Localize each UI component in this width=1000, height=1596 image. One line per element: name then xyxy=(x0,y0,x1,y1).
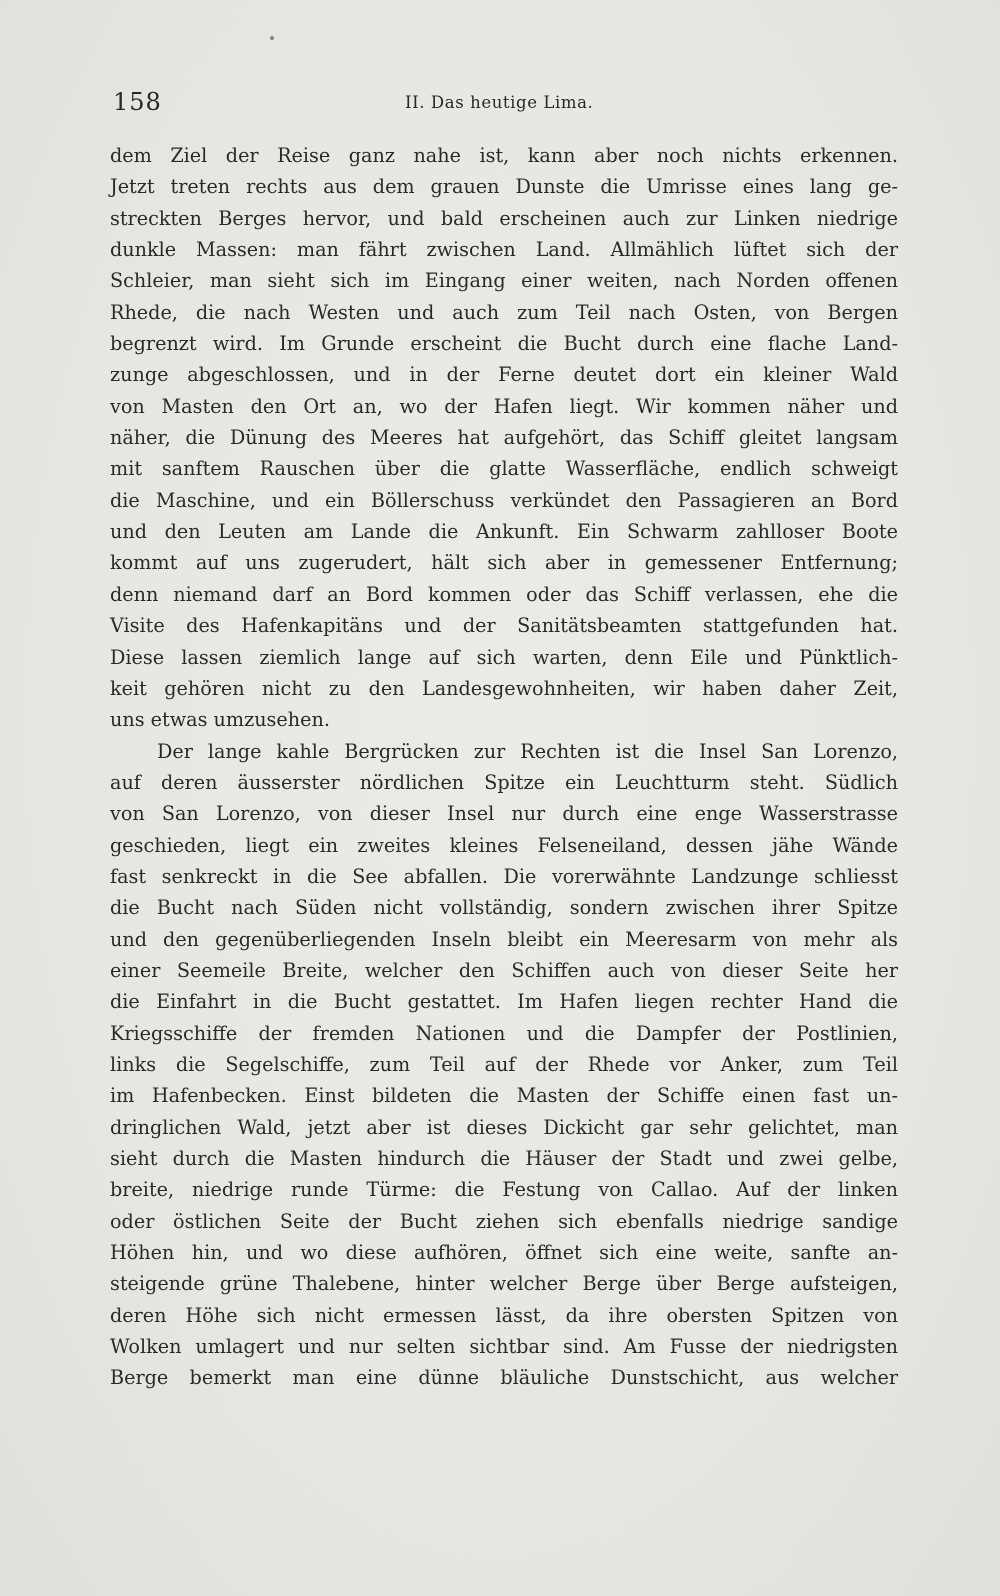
text-line: näher, die Dünung des Meeres hat aufgehört, das Schiff gleitet langsam xyxy=(110,426,898,450)
text-line: denn niemand darf an Bord kommen oder das Schiff verlassen, ehe die xyxy=(110,582,898,606)
text-line: dunkle Massen: man fährt zwischen Land. Allmählich lüftet sich der xyxy=(110,238,898,262)
text-line: Der lange kahle Bergrücken zur Rechten ist die Insel San Lorenzo, xyxy=(157,739,898,763)
ink-speck xyxy=(270,36,274,40)
text-line: die Bucht nach Süden nicht vollständig, sondern zwischen ihrer Spitze xyxy=(110,896,898,920)
body-text xyxy=(110,140,898,1394)
text-line: Diese lassen ziemlich lange auf sich warten, denn Eile und Pünktlich- xyxy=(110,645,898,669)
text-line: von San Lorenzo, von dieser Insel nur durch eine enge Wasserstrasse xyxy=(110,802,898,826)
text-line: Kriegsschiffe der fremden Nationen und die Dampfer der Postlinien, xyxy=(110,1021,898,1045)
paragraph-2 xyxy=(110,736,898,1394)
text-line: Wolken umlagert und nur selten sichtbar sind. Am Fusse der niedrigsten xyxy=(110,1335,898,1359)
text-line: uns etwas umzusehen. xyxy=(110,708,330,732)
text-line: steigende grüne Thalebene, hinter welcher Berge über Berge aufsteigen, xyxy=(110,1272,898,1296)
text-line: Rhede, die nach Westen und auch zum Teil nach Osten, von Bergen xyxy=(110,300,898,324)
text-line: Jetzt treten rechts aus dem grauen Dunste die Umrisse eines lang ge- xyxy=(110,175,898,199)
text-line: streckten Berges hervor, und bald erscheinen auch zur Linken niedrige xyxy=(110,206,898,230)
text-line: begrenzt wird. Im Grunde erscheint die Bucht durch eine flache Land- xyxy=(110,332,898,356)
text-line: Höhen hin, und wo diese aufhören, öffnet sich eine weite, sanfte an- xyxy=(110,1241,898,1265)
page-number: 158 xyxy=(113,88,162,116)
text-line: deren Höhe sich nicht ermessen lässt, da ihre obersten Spitzen von xyxy=(110,1303,898,1327)
text-line: fast senkreckt in die See abfallen. Die vorerwähnte Landzunge schliesst xyxy=(110,864,898,888)
text-line: und den Leuten am Lande die Ankunft. Ein Schwarm zahlloser Boote xyxy=(110,520,898,544)
text-line: mit sanftem Rauschen über die glatte Wasserfläche, endlich schweigt xyxy=(110,457,898,481)
text-line: Berge bemerkt man eine dünne bläuliche Dunstschicht, aus welcher xyxy=(110,1366,898,1390)
text-line: die Einfahrt in die Bucht gestattet. Im Hafen liegen rechter Hand die xyxy=(110,990,898,1014)
text-line: sieht durch die Masten hindurch die Häuser der Stadt und zwei gelbe, xyxy=(110,1147,898,1170)
text-line: oder östlichen Seite der Bucht ziehen sich ebenfalls niedrige sandige xyxy=(110,1209,898,1233)
text-line: und den gegenüberliegenden Inseln bleibt ein Meeresarm von mehr als xyxy=(110,927,898,951)
paragraph-1 xyxy=(110,140,898,736)
text-line: im Hafenbecken. Einst bildeten die Masten der Schiffe einen fast un- xyxy=(110,1084,898,1108)
running-head: II. Das heutige Lima. xyxy=(405,93,594,112)
text-line: einer Seemeile Breite, welcher den Schiffen auch von dieser Seite her xyxy=(110,958,898,982)
text-line: breite, niedrige runde Türme: die Festung von Callao. Auf der linken xyxy=(110,1178,898,1202)
text-line: von Masten den Ort an, wo der Hafen liegt. Wir kommen näher und xyxy=(110,394,898,418)
text-line: Schleier, man sieht sich im Eingang einer weiten, nach Norden offenen xyxy=(110,269,898,293)
text-line: die Maschine, und ein Böllerschuss verkündet den Passagieren an Bord xyxy=(110,488,898,512)
text-line: dringlichen Wald, jetzt aber ist dieses Dickicht gar sehr gelichtet, man xyxy=(110,1115,898,1139)
page-header xyxy=(113,88,893,118)
text-line: links die Segelschiffe, zum Teil auf der Rhede vor Anker, zum Teil xyxy=(110,1052,898,1076)
text-line: dem Ziel der Reise ganz nahe ist, kann aber noch nichts erkennen. xyxy=(110,144,898,167)
text-line: kommt auf uns zugerudert, hält sich aber in gemessener Entfernung; xyxy=(110,551,898,575)
text-line: zunge abgeschlossen, und in der Ferne deutet dort ein kleiner Wald xyxy=(110,363,898,387)
text-line: keit gehören nicht zu den Landesgewohnheiten, wir haben daher Zeit, xyxy=(110,676,898,700)
text-line: Visite des Hafenkapitäns und der Sanitätsbeamten stattgefunden hat. xyxy=(110,614,898,638)
text-line: geschieden, liegt ein zweites kleines Felseneiland, dessen jähe Wände xyxy=(110,833,898,857)
text-line: auf deren äusserster nördlichen Spitze ein Leuchtturm steht. Südlich xyxy=(110,770,898,794)
